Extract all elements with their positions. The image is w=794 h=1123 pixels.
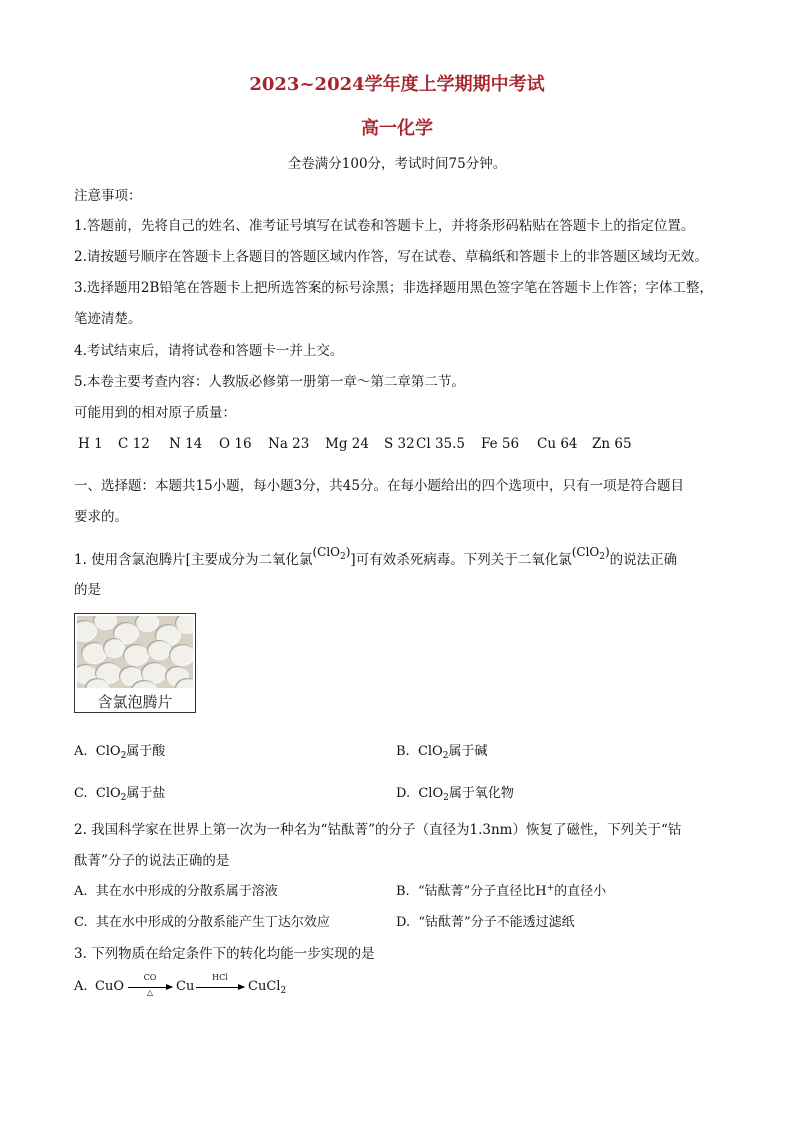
question-3-stem: 3. 下列物质在给定条件下的转化均能一步实现的是 [74,946,375,962]
question-2-option-c: C. 其在水中形成的分散系能产生丁达尔效应 [74,915,330,930]
question-1-stem: 1. 使用含氯泡腾片[主要成分为二氧化氯(ClO$_2$)]可有效杀死病毒。下列关于二氧化氯(ClO$_2$)的说法正确 [74,545,678,568]
atomic-mass-o: O 16 [219,436,252,452]
question-1-option-c: C. ClO$_2$属于盐 [74,786,166,803]
question-1-option-a: A. ClO$_2$属于酸 [74,744,166,761]
atomic-mass-na: Na 23 [268,436,310,452]
image-caption: 含氯泡腾片 [97,693,173,711]
section1-instruction-cont: 要求的。 [74,509,128,525]
question-2-stem-cont: 酞菁”分子的说法正确的是 [74,853,230,869]
atomic-mass-h: H 1 [78,436,103,452]
subject-title: 高一化学 [361,118,433,139]
tablets-photo [77,616,193,688]
notice-item-4: 4.考试结束后，请将试卷和答题卡一并上交。 [74,343,344,359]
notice-item-3-cont: 笔迹清楚。 [74,311,142,327]
notice-item-2: 2.请按题号顺序在答题卡上各题目的答题区域内作答，写在试卷、草稿纸和答题卡上的非答题区域均无效。 [74,249,708,265]
question-1-stem-cont: 的是 [74,582,101,598]
reaction-arrow-2 [196,987,244,988]
section1-instruction: 一、选择题：本题共15小题，每小题3分，共45分。在每小题给出的四个选项中，只有一项是符合题目 [74,478,684,494]
atomic-mass-cl: Cl 35.5 [416,436,465,452]
exam-title: 2023~2024学年度上学期期中考试 [249,74,545,95]
effervescent-tablet-image [74,613,196,713]
notice-item-5: 5.本卷主要考查内容：人教版必修第一册第一章～第二章第二节。 [74,374,465,390]
score-time: 全卷满分100分，考试时间75分钟。 [287,156,507,172]
atomic-mass-c: C 12 [118,436,150,452]
notice-heading: 注意事项： [74,188,142,204]
notice-item-3: 3.选择题用2B铅笔在答题卡上把所选答案的标号涂黑；非选择题用黑色签字笔在答题卡上作答；字体工整， [74,280,713,296]
question-2-option-a: A. 其在水中形成的分散系属于溶液 [74,884,278,899]
question-1-option-d: D. ClO$_2$属于氧化物 [396,786,514,803]
atomic-mass-n: N 14 [169,436,203,452]
atomic-mass-fe: Fe 56 [481,436,520,452]
question-2-option-d: D. “钴酞菁”分子不能透过滤纸 [396,915,575,930]
atomic-mass-heading: 可能用到的相对原子质量： [74,405,236,421]
atomic-mass-cu: Cu 64 [537,436,578,452]
arrow-1-condition-top: CO [143,973,157,982]
arrow-1-condition-bottom: △ [146,988,154,997]
product-cu: Cu [176,979,195,994]
reactant-cuo: CuO [95,979,124,994]
question-1-option-b: B. ClO$_2$属于碱 [396,744,488,761]
atomic-mass-mg: Mg 24 [325,436,369,452]
option-label: A. [74,979,88,994]
product-cucl2: CuCl$_2$ [248,979,287,996]
question-2-stem: 2. 我国科学家在世界上第一次为一种名为“钴酞菁”的分子（直径为1.3nm）恢复了磁性，下列关于“钴 [74,822,682,838]
atomic-mass-zn: Zn 65 [592,436,632,452]
arrow-2-condition-top: HCl [212,973,228,982]
atomic-mass-s: S 32 [384,436,415,452]
notice-item-1: 1.答题前，先将自己的姓名、准考证号填写在试卷和答题卡上，并将条形码粘贴在答题卡上的指定位置。 [74,218,695,234]
question-2-option-b: B. “钴酞菁”分子直径比H+的直径小 [396,883,607,899]
